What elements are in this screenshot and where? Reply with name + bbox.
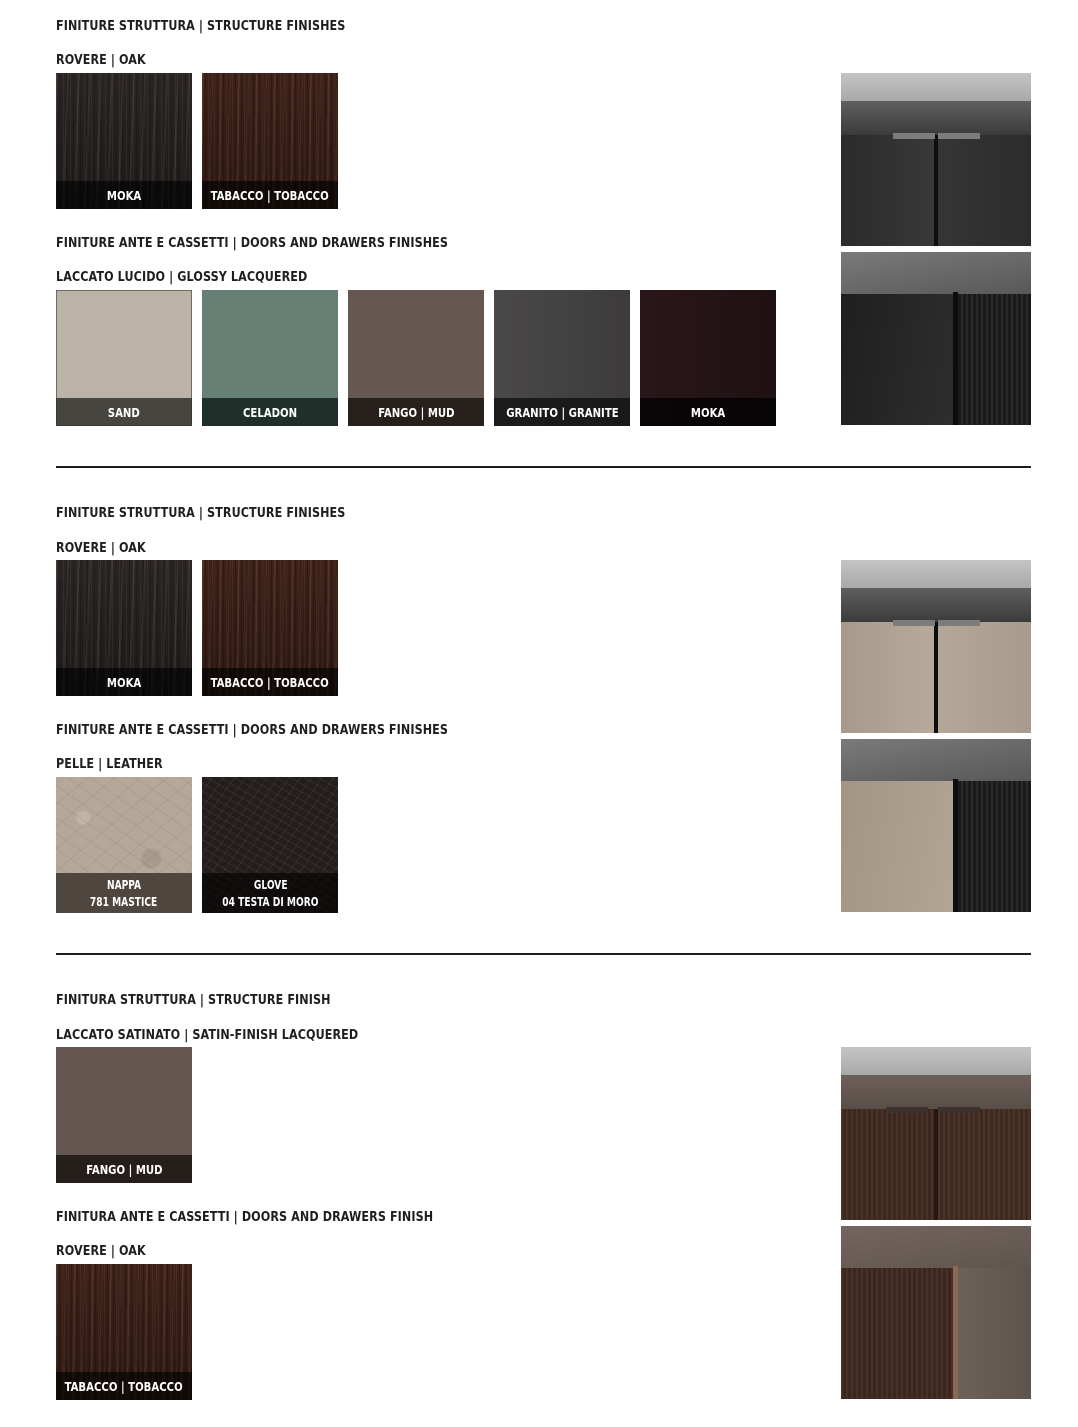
swatch-label: TABACCO | TOBACCO	[210, 187, 330, 203]
swatch-moka-oak[interactable]	[56, 73, 192, 209]
swatch-sand[interactable]	[56, 290, 192, 426]
doors-material-label: LACCATO LUCIDO | GLOSSY LACQUERED	[56, 270, 308, 285]
structure-material-label: ROVERE | OAK	[56, 53, 146, 68]
swatch-label: CELADON	[242, 404, 298, 420]
swatch-label: GRANITO | GRANITE	[505, 404, 619, 420]
swatch-label: SAND	[107, 404, 141, 420]
swatch-label: MOKA	[106, 674, 142, 690]
swatch-fango[interactable]	[348, 290, 484, 426]
swatch-moka-oak[interactable]	[56, 560, 192, 696]
swatch-fango-satin[interactable]	[56, 1047, 192, 1183]
swatch-label: NAPPA	[106, 877, 142, 892]
swatch-moka-lacquer[interactable]	[640, 290, 776, 426]
swatch-tabacco-oak[interactable]	[56, 1264, 192, 1400]
swatch-label: FANGO | MUD	[85, 1161, 163, 1177]
cabinet-corner-photo	[841, 1226, 1031, 1399]
cabinet-front-photo	[841, 560, 1031, 733]
structure-finishes-title: FINITURE STRUTTURA | STRUCTURE FINISHES	[56, 506, 346, 521]
structure-finish-title: FINITURA STRUTTURA | STRUCTURE FINISH	[56, 993, 331, 1008]
cabinet-corner-photo	[841, 252, 1031, 425]
swatch-label: GLOVE	[253, 877, 287, 892]
swatch-label: MOKA	[106, 187, 142, 203]
swatch-glove-testa-di-moro[interactable]	[202, 777, 338, 913]
swatch-label: TABACCO | TOBACCO	[64, 1378, 184, 1394]
swatch-label: MOKA	[690, 404, 726, 420]
structure-material-label: ROVERE | OAK	[56, 541, 146, 556]
section-divider	[56, 953, 1031, 955]
swatch-code-label: 04 TESTA DI MORO	[221, 894, 319, 909]
section-divider	[56, 466, 1031, 468]
swatch-label: TABACCO | TOBACCO	[210, 674, 330, 690]
swatch-granito[interactable]	[494, 290, 630, 426]
doors-material-label: ROVERE | OAK	[56, 1244, 146, 1259]
swatch-label: FANGO | MUD	[377, 404, 455, 420]
cabinet-front-photo	[841, 1047, 1031, 1220]
swatch-tabacco-oak[interactable]	[202, 560, 338, 696]
doors-material-label: PELLE | LEATHER	[56, 757, 163, 772]
doors-finishes-title: FINITURE ANTE E CASSETTI | DOORS AND DRAWERS FINISHES	[56, 723, 449, 738]
swatch-tabacco-oak[interactable]	[202, 73, 338, 209]
doors-finish-title: FINITURA ANTE E CASSETTI | DOORS AND DRAWERS FINISH	[56, 1210, 434, 1225]
doors-finishes-title: FINITURE ANTE E CASSETTI | DOORS AND DRAWERS FINISHES	[56, 236, 449, 251]
finish-section-2	[0, 487, 1078, 974]
swatch-nappa-mastice[interactable]	[56, 777, 192, 913]
structure-material-label: LACCATO SATINATO | SATIN-FINISH LACQUERED	[56, 1028, 359, 1043]
structure-finishes-title: FINITURE STRUTTURA | STRUCTURE FINISHES	[56, 19, 346, 34]
swatch-code-label: 781 MASTICE	[90, 894, 158, 909]
swatch-celadon[interactable]	[202, 290, 338, 426]
finish-section-1	[0, 0, 1078, 487]
cabinet-corner-photo	[841, 739, 1031, 912]
cabinet-front-photo	[841, 73, 1031, 246]
finish-section-3	[0, 974, 1078, 1427]
